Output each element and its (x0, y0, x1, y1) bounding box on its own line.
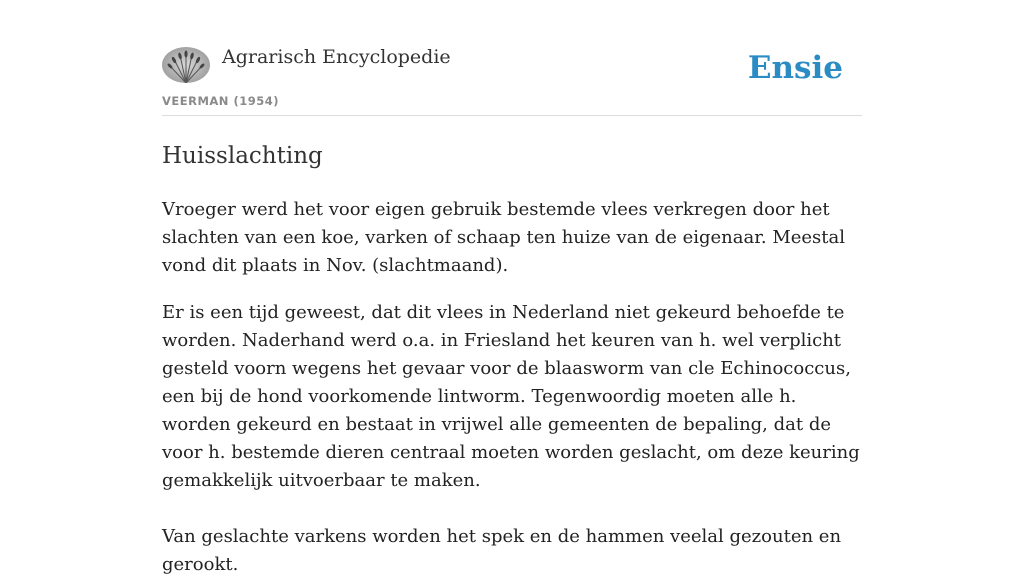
article-paragraph: Vroeger werd het voor eigen gebruik bestemde vlees verkregen door het slachten van een koe, varken of schaap ten huize van de eigenaar. Meestal vond dit plaats in Nov. (slachtmaand). (162, 198, 846, 276)
source-author[interactable]: VEERMAN (1954) (162, 94, 279, 108)
article-paragraph: Van geslachte varkens worden het spek en de hammen veelal gezouten en gerookt. (162, 525, 842, 575)
source-logo-image[interactable] (162, 47, 210, 83)
brand-logo-link[interactable]: Ensie (747, 50, 843, 86)
article-title: Huisslachting (162, 143, 323, 169)
source-title[interactable]: Agrarisch Encyclopedie (222, 46, 451, 68)
article-paragraph: Er is een tijd geweest, dat dit vlees in Nederland niet gekeurd behoefde te worden. Naderhand werd o.a. in Friesland het keuren van h. wel verplicht gesteld voorn wegens het gevaar voor de blaasworm van cle Echinococcus, een bij de hond voorkomende lintworm. Tegenwoordig moeten alle h. worden gekeurd en bestaat in vrijwel alle gemeenten de bepaling, dat de voor h. bestemde dieren centraal moeten worden geslacht, om deze keuring gemakkelijk uitvoerbaar te maken. (162, 301, 860, 491)
page (162, 0, 862, 579)
source-header (162, 0, 862, 116)
